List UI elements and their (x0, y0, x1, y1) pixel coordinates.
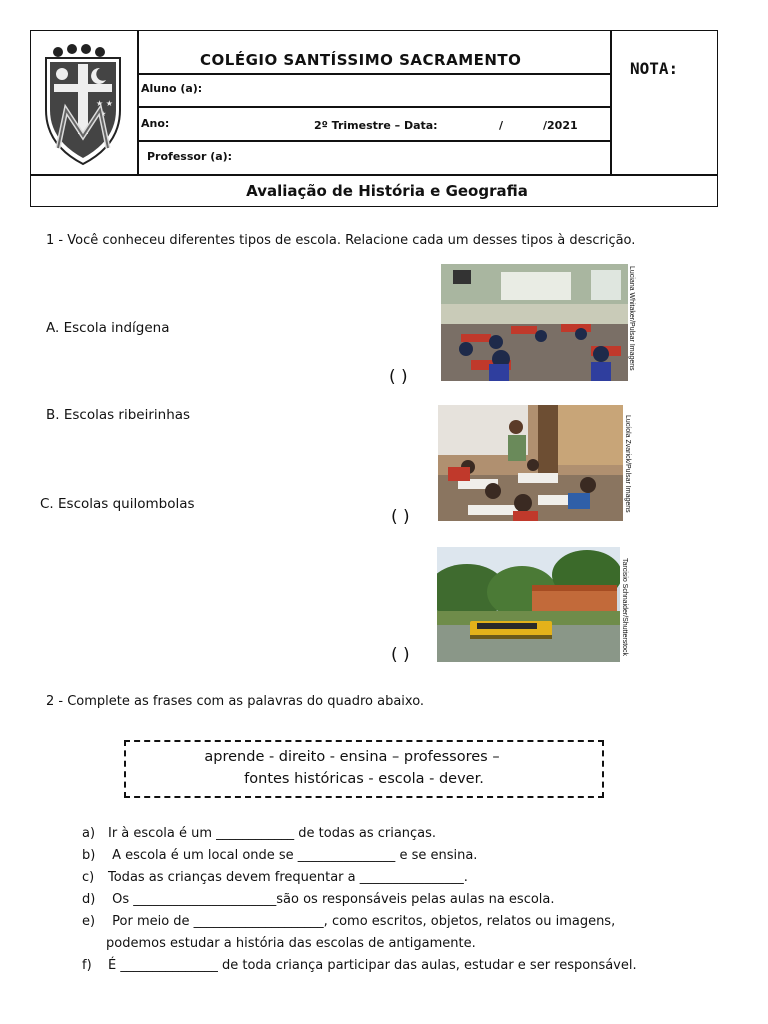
sentence-e (82, 914, 615, 929)
sentence-label: b) (82, 848, 96, 863)
header-divider (610, 30, 612, 175)
sentence-label: c) (82, 870, 95, 885)
grade-label: Ano: (141, 117, 170, 130)
header-divider (30, 174, 718, 176)
header-divider (137, 106, 611, 108)
word-bank-line-2: fontes históricas - escola - dever. (244, 771, 484, 787)
word-bank-line-1: aprende - direito - ensina – professores – (204, 749, 500, 765)
sentence-text: A escola é um local onde se _______________ e se ensina. (108, 848, 478, 863)
date-separator: / (499, 119, 504, 132)
sentence-f (82, 958, 637, 973)
svg-text:★ ★: ★ ★ (96, 99, 113, 108)
sentence-text: Todas as crianças devem frequentar a ________________. (108, 870, 468, 885)
photo-credit: Lucíola Zvarick/Pulsar Imagens (624, 415, 631, 513)
word-bank-box (124, 740, 604, 798)
sentence-text: É _______________ de toda criança participar das aulas, estudar e ser responsável. (108, 958, 637, 973)
sentence-label: a) (82, 826, 96, 841)
question-1-text: 1 - Você conheceu diferentes tipos de escola. Relacione cada um desses tipos à descrição. (46, 233, 636, 248)
trimester-date-label: 2º Trimestre – Data: (314, 119, 438, 132)
year-value: /2021 (543, 119, 578, 132)
photo-credit: Luciana Whitaker/Pulsar Imagens (628, 266, 635, 371)
svg-text:★: ★ (100, 110, 107, 118)
sentence-text: Ir à escola é um ____________ de todas as crianças. (108, 826, 437, 841)
photo-indigenous-classroom (441, 264, 628, 381)
photo-credit: Tarcisio Schnaider/Shutterstock (621, 558, 628, 657)
sentence-c (82, 870, 468, 885)
header-divider (137, 30, 139, 175)
photo-school-boat (437, 547, 620, 662)
option-b: B. Escolas ribeirinhas (46, 407, 191, 423)
sentence-e-continuation: podemos estudar a história das escolas de antigamente. (106, 936, 476, 951)
sentence-a (82, 826, 436, 841)
exam-subject-title: Avaliação de História e Geografia (246, 182, 528, 200)
student-name-label: Aluno (a): (141, 82, 203, 95)
option-c: C. Escolas quilombolas (40, 496, 195, 512)
option-a: A. Escola indígena (46, 320, 170, 336)
sentence-label: e) (82, 914, 96, 929)
answer-blank-3[interactable]: ( ) (391, 645, 410, 665)
answer-blank-1[interactable]: ( ) (389, 367, 408, 387)
grade-score-label: NOTA: (630, 59, 679, 78)
sentence-b (82, 848, 477, 863)
sentence-label: d) (82, 892, 96, 907)
teacher-label: Professor (a): (147, 150, 233, 163)
sentence-text: Por meio de ____________________, como escritos, objetos, relatos ou imagens, (108, 914, 616, 929)
answer-blank-2[interactable]: ( ) (391, 507, 410, 527)
school-name: COLÉGIO SANTÍSSIMO SACRAMENTO (200, 51, 522, 69)
question-2-text: 2 - Complete as frases com as palavras do quadro abaixo. (46, 694, 425, 709)
header-divider (137, 73, 611, 75)
header-divider (137, 140, 611, 142)
school-crest-logo (38, 40, 128, 168)
sentence-text: Os ______________________são os responsáveis pelas aulas na escola. (108, 892, 555, 907)
sentence-label: f) (82, 958, 92, 973)
photo-riverside-school (438, 405, 623, 521)
sentence-d (82, 892, 555, 907)
